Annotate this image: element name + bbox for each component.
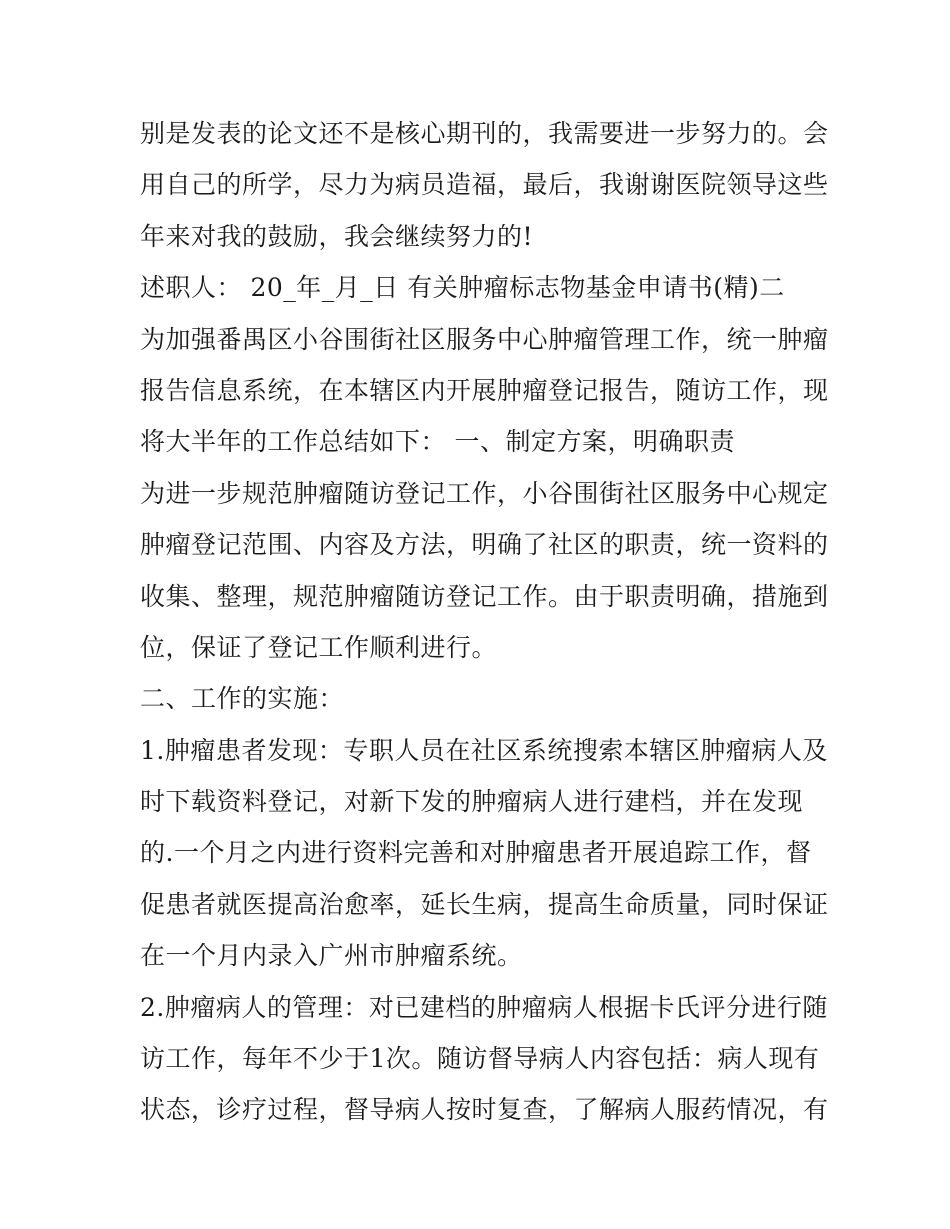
text-line: 收集、整理，规范肿瘤随访登记工作。由于职责明确，措施到	[140, 581, 829, 611]
text-line: 时下载资料登记，对新下发的肿瘤病人进行建档，并在发现	[140, 787, 804, 817]
text-line: 2.肿瘤病人的管理：对已建档的肿瘤病人根据卡氏评分进行随	[140, 992, 828, 1022]
text-line: 访工作，每年不少于1次。随访督导病人内容包括：病人现有	[140, 1044, 820, 1074]
text-line: 肿瘤登记范围、内容及方法，明确了社区的职责，统一资料的	[140, 530, 829, 560]
text-line: 促患者就医提高治愈率，延长生病，提高生命质量，同时保证	[140, 889, 829, 919]
text-line: 1.肿瘤患者发现：专职人员在社区系统搜索本辖区肿瘤病人及	[140, 735, 828, 765]
section-heading: 二、工作的实施：	[140, 684, 345, 714]
body-text	[140, 108, 829, 1136]
text-line: 将大半年的工作总结如下： 一、制定方案，明确职责	[140, 427, 735, 457]
text-line: 别是发表的论文还不是核心期刊的，我需要进一步努力的。会	[140, 119, 829, 148]
text-line: 报告信息系统，在本辖区内开展肿瘤登记报告，随访工作，现	[140, 375, 829, 405]
text-line: 的.一个月之内进行资料完善和对肿瘤患者开展追踪工作，督	[140, 838, 812, 868]
text-line: 位，保证了登记工作顺利进行。	[140, 632, 498, 662]
text-line: 年来对我的鼓励，我会继续努力的!	[140, 221, 534, 251]
text-line: 用自己的所学，尽力为病员造福，最后，我谢谢医院领导这些	[140, 170, 829, 200]
text-line: 述职人： 20_年_月_日 有关肿瘤标志物基金申请书(精)二	[140, 273, 785, 303]
text-line: 状态，诊疗过程，督导病人按时复查，了解病人服药情况，有	[140, 1095, 829, 1125]
text-line: 为进一步规范肿瘤随访登记工作，小谷围街社区服务中心规定	[140, 478, 829, 508]
text-line: 为加强番禺区小谷围街社区服务中心肿瘤管理工作，统一肿瘤	[140, 324, 829, 354]
text-line: 在一个月内录入广州市肿瘤系统。	[140, 941, 523, 971]
